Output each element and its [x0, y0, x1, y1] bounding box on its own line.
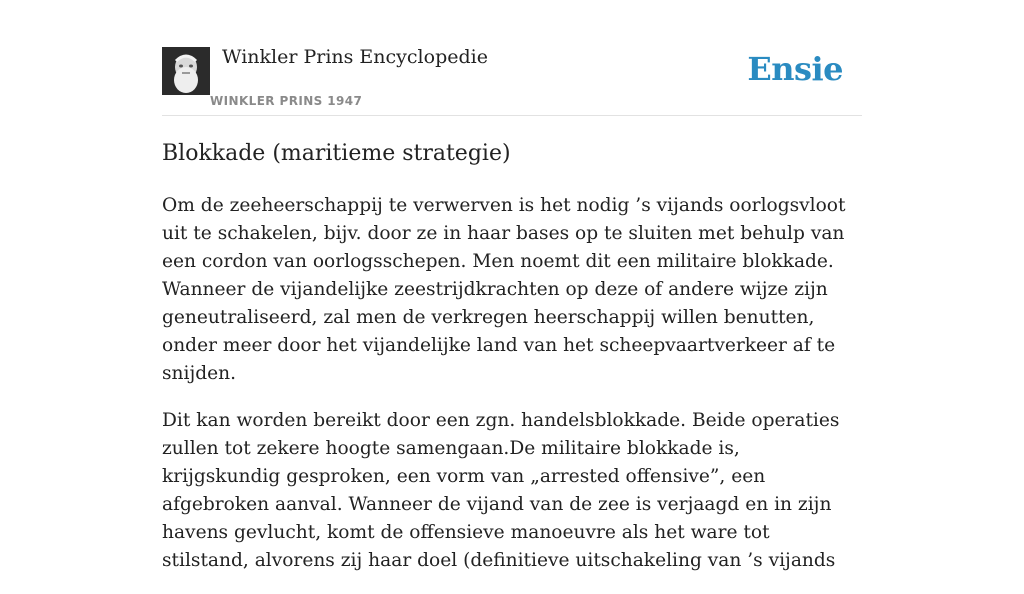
- bearded-man-portrait-icon: [162, 47, 210, 95]
- source-header: [162, 0, 862, 116]
- article-title: Blokkade (maritieme strategie): [162, 141, 511, 166]
- article-body: [162, 192, 862, 594]
- page-container: [162, 0, 862, 571]
- source-subtitle[interactable]: WINKLER PRINS 1947: [210, 94, 363, 108]
- avatar[interactable]: [162, 47, 210, 95]
- article-paragraph-2: Dit kan worden bereikt door een zgn. handelsblokkade. Beide operaties zullen tot zekere hoogte samengaan.De militaire blokkade is, krijgskundig gesproken, een vorm van „arrested offensive”, een afgebroken aanval. Wanneer de vijand van de zee is verjaagd en in zijn havens gevlucht, komt de offensieve manoeuvre als het ware tot stilstand, alvorens zij haar doel (definitieve uitschakeling van ’s vijands: [162, 410, 840, 571]
- brand-logo[interactable]: Ensie: [747, 50, 843, 88]
- article-paragraph-1: Om de zeeheerschappij te verwerven is het nodig ’s vijands oorlogsvloot uit te schakelen, bijv. door ze in haar bases op te sluiten met behulp van een cordon van oorlogsschepen. Men noemt dit een militaire blokkade. Wanneer de vijandelijke zeestrijdkrachten op deze of andere wijze zijn geneutraliseerd, zal men de verkregen heerschappij willen benutten, onder meer door het vijandelijke land van het scheepvaartverkeer af te snijden.: [162, 195, 846, 384]
- source-title[interactable]: Winkler Prins Encyclopedie: [222, 46, 488, 68]
